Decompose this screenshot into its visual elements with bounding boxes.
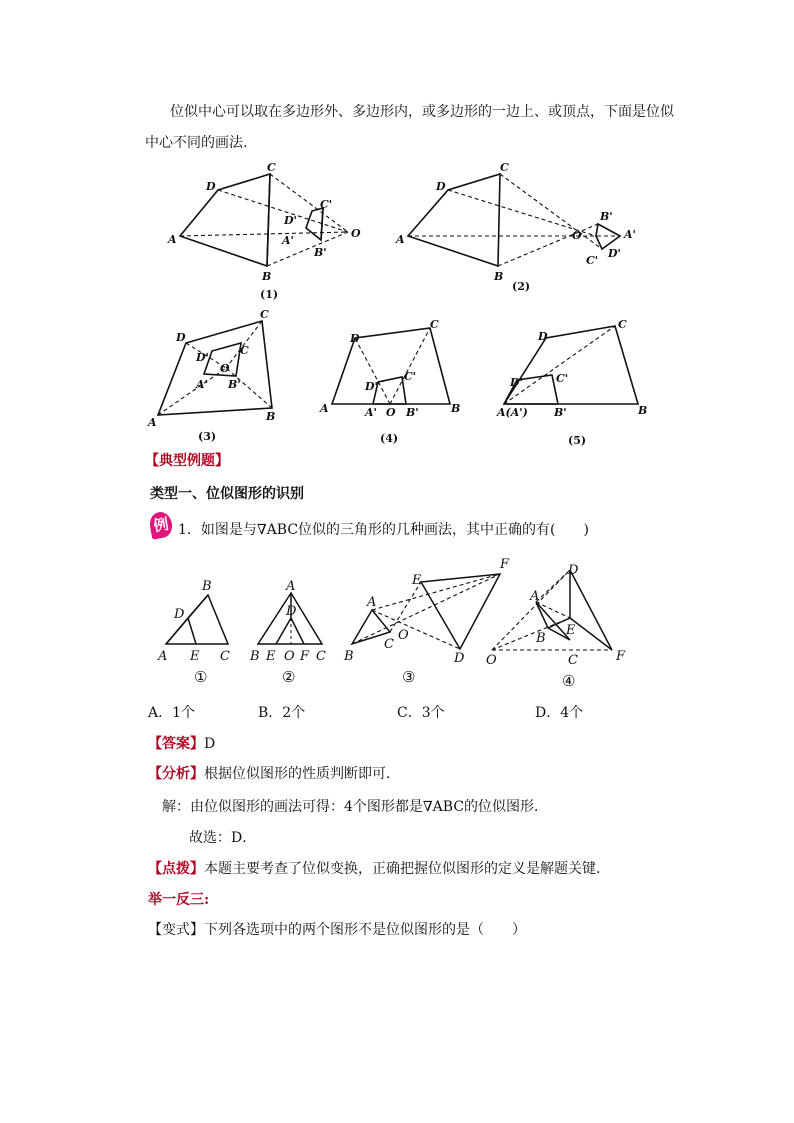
fig4-label-D: D	[350, 332, 360, 345]
fig2-label-D: D	[436, 180, 446, 193]
fig1-label-C: C	[267, 161, 276, 174]
fig1-label-D: D	[206, 180, 216, 193]
ex2-label-D: D	[286, 604, 297, 619]
option-b: B．2个	[258, 705, 306, 721]
ex2-label-E: E	[266, 649, 276, 664]
fig4-label-A: A	[320, 402, 329, 415]
fig3-label-O: O	[220, 362, 230, 375]
example-figure-3	[352, 574, 500, 649]
fig3-label-Bp: B'	[228, 378, 241, 391]
ex3-label-F: F	[500, 557, 510, 572]
fig1-label-Bp: B'	[314, 246, 327, 259]
intro-line-1: 位似中心可以取在多边形外、多边形内，或多边形的一边上、或顶点，下面是位似	[170, 104, 674, 120]
fig5-label-A-Ap: A(A')	[497, 406, 528, 419]
option-d: D．4个	[535, 705, 584, 721]
fig2-label-Cp: C'	[586, 254, 599, 267]
ex3-label-E: E	[412, 573, 422, 588]
ex1-label-E: E	[190, 649, 200, 664]
fig1-label-Ap: A'	[282, 234, 294, 247]
ex4-caption: ④	[562, 672, 576, 690]
fig1-label-O: O	[351, 227, 361, 240]
fig4-label-B: B	[451, 402, 461, 415]
fig3-label-B: B	[266, 410, 276, 423]
section-tag: 【典型例题】	[145, 453, 229, 469]
ex3-label-O: O	[398, 628, 409, 643]
fig4-label-C: C	[430, 318, 439, 331]
fig4-label-O: O	[386, 406, 396, 419]
fig5-label-C: C	[618, 318, 627, 331]
analysis-line	[148, 764, 400, 784]
solution-line-2: 故选：D．	[189, 830, 257, 846]
example-figure-4	[492, 570, 612, 650]
fig1-caption: (1)	[260, 288, 279, 301]
ex3-label-B: B	[344, 649, 354, 664]
answer-tag: 【答案】	[148, 736, 204, 752]
ex1-label-C: C	[220, 649, 230, 664]
ex4-label-E: E	[566, 623, 576, 638]
fig3-label-C: C	[260, 308, 269, 321]
fig2-caption: (2)	[512, 280, 531, 293]
fig4-label-Bp: B'	[406, 406, 419, 419]
ex4-label-D: D	[568, 563, 579, 578]
ex2-label-B: B	[250, 649, 260, 664]
fig1-label-Cp: C'	[320, 198, 333, 211]
fig4-label-Dp: D'	[365, 380, 378, 393]
tip-line	[148, 859, 610, 879]
fig4-label-Cp: C'	[404, 370, 417, 383]
ex1-label-D: D	[174, 607, 185, 622]
ex3-caption: ③	[402, 668, 416, 686]
answer-value: D	[204, 736, 216, 752]
fig5-label-B: B	[638, 404, 648, 417]
tip-tag: 【点拨】	[148, 861, 204, 877]
example-figures	[150, 552, 640, 692]
ex4-label-C: C	[568, 653, 578, 668]
analysis-tag: 【分析】	[148, 766, 204, 782]
ex1-caption: ①	[194, 668, 208, 686]
tip-text: 本题主要考查了位似变换，正确把握位似图形的定义是解题关键．	[204, 861, 610, 877]
ex4-label-B: B	[536, 631, 546, 646]
fig1-label-B: B	[262, 270, 272, 283]
fig2-label-Ap: A'	[624, 228, 636, 241]
variant-line	[148, 920, 526, 940]
fig2-label-B: B	[494, 270, 504, 283]
ex2-label-A: A	[286, 579, 296, 594]
ex4-label-A: A	[530, 589, 540, 604]
fig2-label-Dp: D'	[608, 247, 621, 260]
option-c: C．3个	[397, 705, 445, 721]
fig5-caption: (5)	[568, 434, 587, 447]
ex3-label-D: D	[454, 651, 465, 666]
fig5-label-Cp: C'	[556, 372, 569, 385]
practice-heading: 举一反三:	[148, 892, 210, 908]
solution-line-1: 解：由位似图形的画法可得：4个图形都是∇ABC的位似图形．	[162, 799, 549, 815]
fig3-label-Dp: D'	[196, 351, 209, 364]
example-question: 1．如图是与∇ABC位似的三角形的几种画法，其中正确的有( )	[178, 522, 589, 538]
option-a: A．1个	[148, 705, 196, 721]
answer-line	[148, 734, 215, 754]
ex3-label-C: C	[384, 637, 394, 652]
fig5-label-Bp: B'	[554, 406, 567, 419]
ex4-label-O: O	[486, 653, 497, 668]
ex2-label-O: O	[284, 649, 295, 664]
fig5-label-Dp: D'	[510, 376, 523, 389]
fig5-label-D: D	[538, 330, 548, 343]
fig3-caption: (3)	[198, 430, 217, 443]
example-badge: 例	[148, 510, 174, 539]
ex2-label-F: F	[300, 649, 310, 664]
analysis-text: 根据位似图形的性质判断即可．	[204, 766, 400, 782]
type-heading: 类型一、位似图形的识别	[150, 486, 304, 502]
variant-tag: 【变式】	[148, 922, 204, 938]
fig2-label-O: O	[572, 229, 582, 242]
figure-5	[504, 326, 638, 404]
fig3-label-Cp: C	[240, 344, 249, 357]
fig2-label-Bp: B'	[600, 210, 613, 223]
ex3-label-A: A	[367, 595, 377, 610]
ex2-caption: ②	[282, 668, 296, 686]
ex1-label-B: B	[202, 579, 212, 594]
variant-text: 下列各选项中的两个图形不是位似图形的是（ ）	[204, 922, 526, 938]
fig3-label-A: A	[148, 416, 157, 429]
fig4-label-Ap: A'	[365, 406, 377, 419]
ex2-label-C: C	[316, 649, 326, 664]
ex1-label-A: A	[158, 649, 168, 664]
homothety-figures	[140, 158, 660, 448]
fig1-label-Dp: D'	[284, 214, 297, 227]
fig3-label-D: D	[176, 331, 186, 344]
intro-line-2: 中心不同的画法.	[145, 135, 248, 151]
fig1-label-A: A	[168, 233, 177, 246]
fig2-label-A: A	[396, 233, 405, 246]
fig2-label-C: C	[500, 161, 509, 174]
fig4-caption: (4)	[380, 432, 399, 445]
fig3-label-Ap: A'	[196, 378, 208, 391]
ex4-label-F: F	[616, 649, 626, 664]
